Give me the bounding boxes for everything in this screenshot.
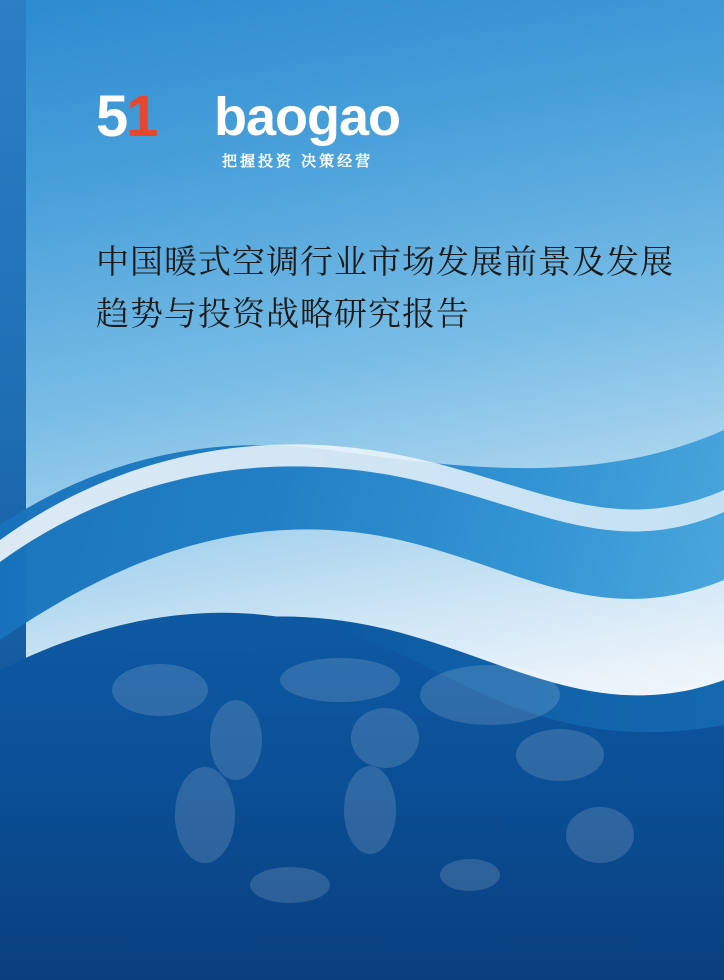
logo-tagline: 把握投资 决策经营 xyxy=(222,153,374,170)
logo-mark-digit-5: 5 xyxy=(96,84,127,149)
brand-logo xyxy=(96,84,426,170)
report-title: 中国暖式空调行业市场发展前景及发展趋势与投资战略研究报告 xyxy=(96,243,674,332)
logo-wordmark: baogao xyxy=(214,87,401,147)
logo-mark xyxy=(96,84,157,149)
logo-mark-digit-1: 1 xyxy=(126,84,157,149)
